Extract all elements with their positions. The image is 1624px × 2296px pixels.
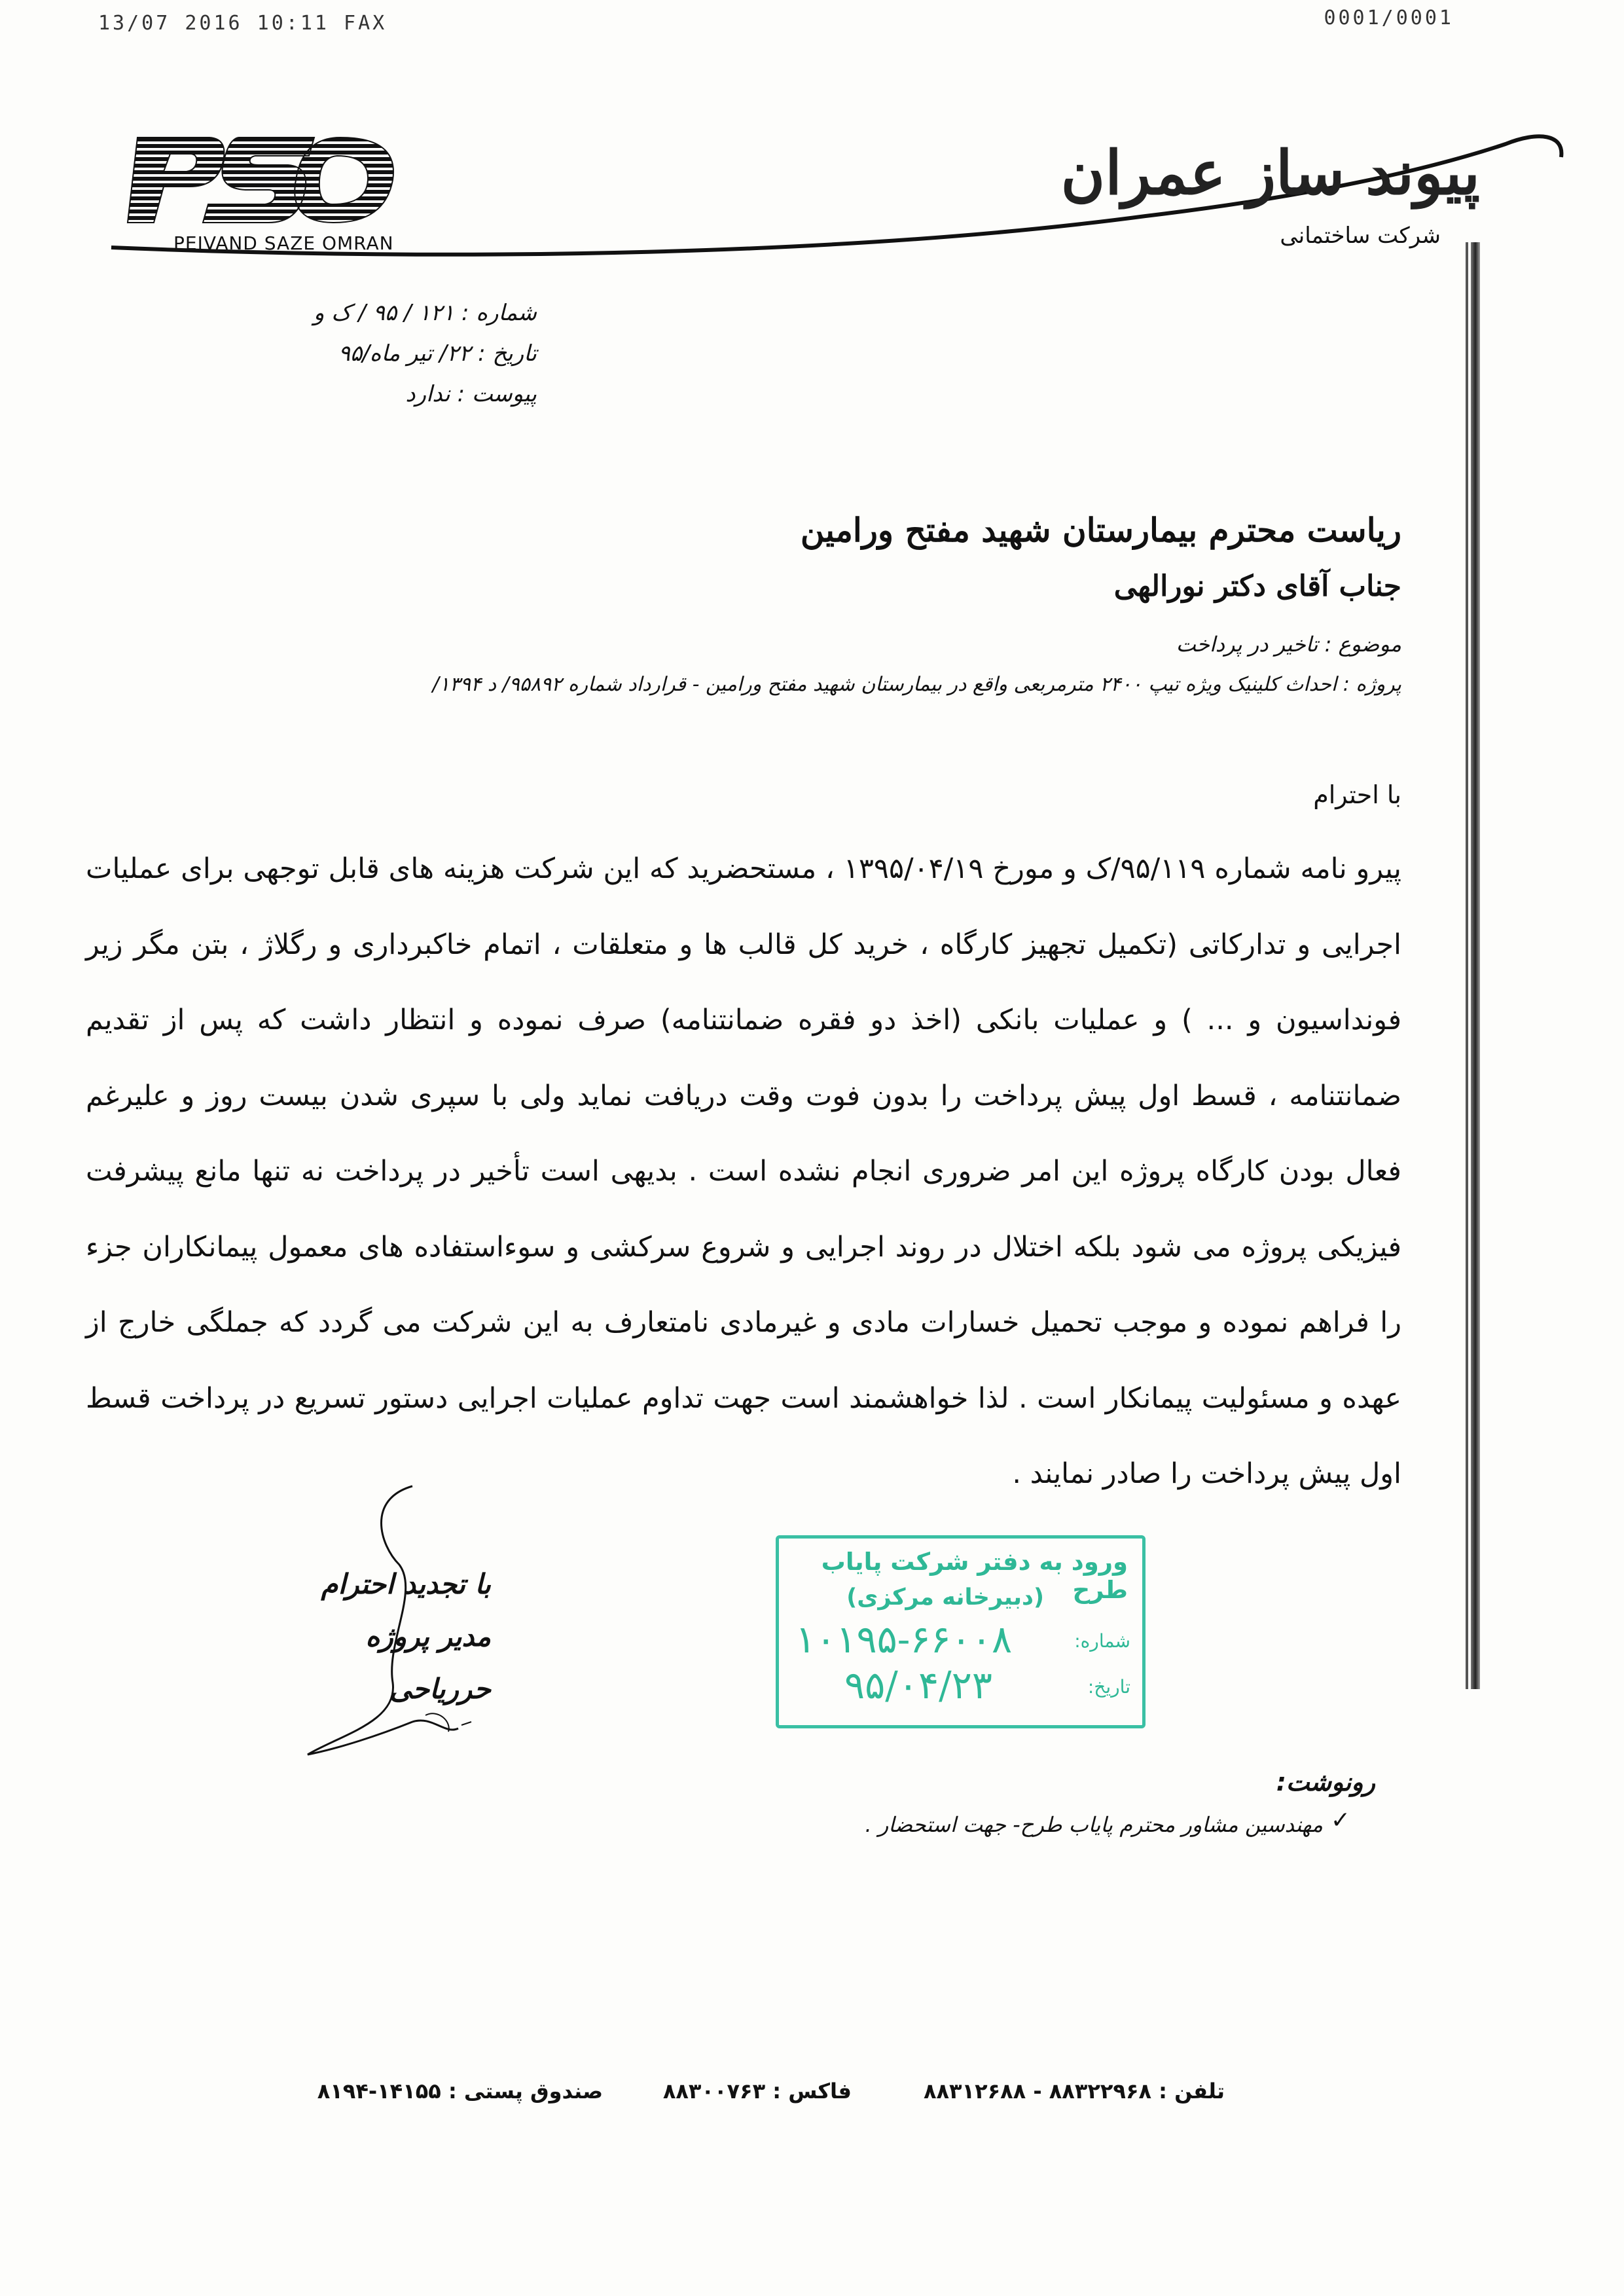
stamp-date-value: ۹۵/۰۴/۲۳ <box>844 1663 992 1707</box>
footer-fax-value: ۸۸۳۰۰۷۶۳ <box>662 2079 766 2104</box>
letter-number-label: شماره : <box>461 300 537 326</box>
checkmark-icon: ✓ <box>1330 1807 1350 1834</box>
footer-fax <box>663 2079 852 2104</box>
subject-line: موضوع : تاخیر در پرداخت <box>1176 632 1401 657</box>
letter-number-value: ۱۲۱ / ۹۵ / ک و <box>314 300 455 326</box>
company-subtitle: شرکت ساختمانی <box>1280 223 1441 249</box>
cc-recipient: مهندسین مشاور محترم پایاب طرح- جهت استحضار . <box>865 1812 1323 1837</box>
footer-fax-label: فاکس : <box>772 2079 852 2104</box>
closing-regards: با تجدید احترام <box>321 1568 491 1600</box>
signature-scribble <box>288 1473 524 1774</box>
scan-edge-line <box>1466 242 1468 1689</box>
footer-phone <box>924 2079 1225 2104</box>
closing-name: حرریاحی <box>389 1673 491 1705</box>
fax-timestamp: 13/07 2016 10:11 FAX <box>98 12 388 35</box>
letter-attachment-label: پیوست : <box>457 381 537 407</box>
company-logo <box>124 131 406 242</box>
cc-label: رونوشت: <box>1276 1768 1375 1796</box>
company-name-en: PEIVAND SAZE OMRAN <box>173 232 394 254</box>
letter-attachment-value: ندارد <box>405 381 450 407</box>
stamp-number-label: شماره: <box>1074 1630 1130 1652</box>
project-line: پروژه : احداث کلینیک ویژه تیپ ۲۴۰۰ مترمربعی واقع در بیمارستان شهید مفتح ورامین - قرارداد شماره ۹۵۸۹۲/ د ۱۳۹۴/ <box>432 673 1401 696</box>
letter-number-row <box>275 300 537 326</box>
letter-attachment-row <box>275 381 537 407</box>
fax-page-number: 0001/0001 <box>1324 7 1454 29</box>
footer-pobox <box>317 2079 603 2104</box>
stamp-number-value: ۱۰۱۹۵-۶۶۰۰۸ <box>795 1617 1013 1662</box>
scan-edge-bar <box>1471 242 1480 1689</box>
letter-body: پیرو نامه شماره ۹۵/۱۱۹/ک و مورخ ۱۳۹۵/۰۴/۱۹ ، مستحضرید که این شرکت هزینه های قابل توجهی برای عملیات اجرایی و تدارکاتی (تکمیل تجهیز کارگاه ، خرید کل قالب ها و متعلقات ، اتمام خاکبرداری و رگلاژ ، بتن مگر زیر فونداسیون و ... ) و عملیات بانکی (اخذ دو فقره ضمانتنامه) صرف نموده و انتظار داشت که پس از تقدیم ضمانتنامه ، قسط اول پیش پرداخت را بدون فوت وقت دریافت نماید ولی با سپری شدن بیست روز و علیرغم فعال بودن کارگاه پروژه این امر ضروری انجام نشده است . بدیهی است تأخیر در پرداخت نه تنها مانع پیشرفت فیزیکی پروژه می شود بلکه اختلال در روند اجرایی و شروع سرکشی و سوءاستفاده های معمول پیمانکاران جزء را فراهم نموده و موجب تحمیل خسارات مادی و غیرمادی نامتعارف به این شرکت می گردد که جملگی خارج از عهده و مسئولیت پیمانکار است . لذا خواهشمند است جهت تداوم عملیات اجرایی دستور تسریع در پرداخت قسط اول پیش پرداخت را صادر نمایند . <box>86 852 1401 1490</box>
closing-role: مدیر پروژه <box>365 1620 491 1652</box>
footer-pobox-label: صندوق پستی : <box>448 2079 603 2104</box>
addressee-person: جناب آقای دکتر نورالهی <box>1113 570 1401 603</box>
letter-date-value: ۲۲/ تیر ماه/۹۵ <box>338 340 471 367</box>
footer-phone-label: تلفن : <box>1159 2079 1225 2104</box>
greeting: با احترام <box>1313 780 1401 809</box>
addressee-title: ریاست محترم بیمارستان شهید مفتح ورامین <box>800 511 1401 549</box>
footer-pobox-value: ۱۴۱۵۵-۸۱۹۴ <box>317 2079 441 2104</box>
received-stamp <box>776 1535 1146 1728</box>
footer-phone-value: ۸۸۳۲۲۹۶۸ - ۸۸۳۱۲۶۸۸ <box>923 2079 1152 2104</box>
stamp-subtitle: (دبیرخانه مرکزی) <box>846 1584 1044 1611</box>
letter-date-row <box>275 340 537 367</box>
company-name-fa: پیوند ساز عمران <box>1060 137 1480 208</box>
stamp-date-label: تاریخ: <box>1087 1676 1130 1698</box>
stamp-title: ورود به دفتر شرکت پایاب طرح <box>821 1548 1128 1604</box>
letter-date-label: تاریخ : <box>478 340 537 367</box>
